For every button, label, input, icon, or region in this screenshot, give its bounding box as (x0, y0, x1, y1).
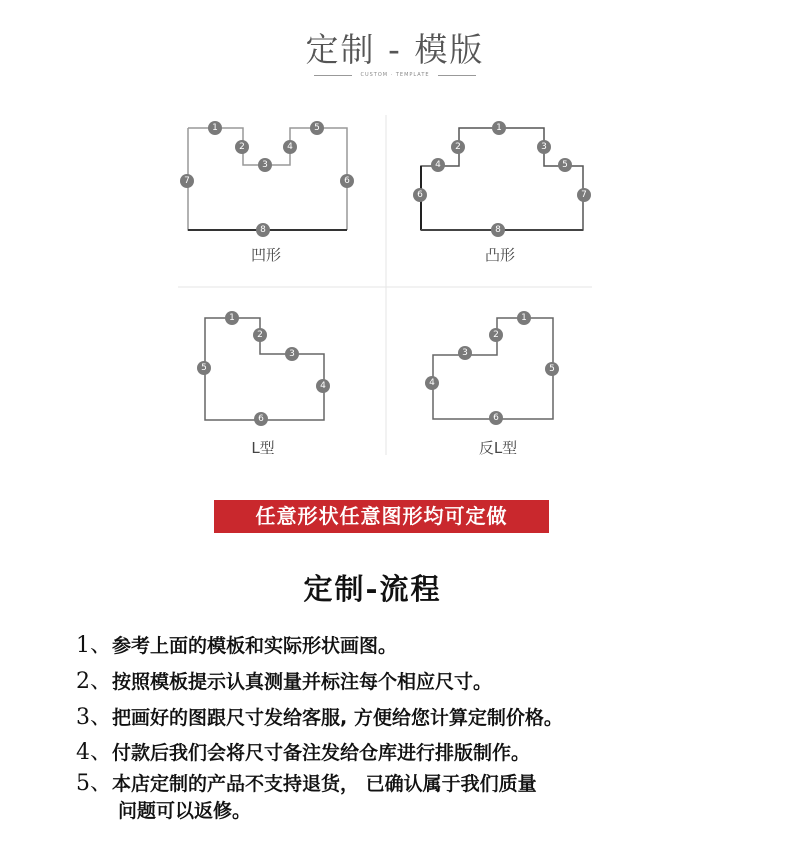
shape-reverse-l (425, 311, 559, 425)
edge-badge-1 (492, 121, 506, 135)
edge-badge-2 (451, 140, 465, 154)
svg-text:6: 6 (417, 190, 423, 200)
edge-badge-1 (225, 311, 239, 325)
edge-badge-8 (491, 223, 505, 237)
edge-badge-5 (558, 158, 572, 172)
svg-text:4: 4 (320, 381, 326, 391)
edge-badge-8 (256, 223, 270, 237)
process-step-5 (76, 766, 537, 797)
edge-badge-6 (340, 174, 354, 188)
svg-text:3: 3 (462, 348, 468, 358)
process-step-3 (76, 700, 563, 731)
edge-badge-4 (316, 379, 330, 393)
step-text: 把画好的图跟尺寸发给客服, 方便给您计算定制价格。 (112, 707, 563, 729)
svg-text:1: 1 (521, 313, 527, 323)
svg-text:2: 2 (239, 142, 245, 152)
svg-text:5: 5 (201, 363, 207, 373)
shape-l (197, 311, 330, 426)
edge-badge-3 (458, 346, 472, 360)
edge-badge-3 (537, 140, 551, 154)
svg-text:2: 2 (455, 142, 461, 152)
step-number: 5、 (76, 771, 112, 796)
step-text: 问题可以返修。 (118, 800, 252, 822)
edge-badge-6 (489, 411, 503, 425)
edge-badge-5 (310, 121, 324, 135)
edge-badge-4 (283, 140, 297, 154)
process-step-1 (76, 628, 397, 659)
edge-badge-7 (180, 174, 194, 188)
step-number: 2、 (76, 669, 112, 694)
step-text: 付款后我们会将尺寸备注发给仓库进行排版制作。 (112, 742, 531, 764)
step-text: 参考上面的模板和实际形状画图。 (112, 635, 398, 657)
svg-text:3: 3 (262, 160, 268, 170)
shape-label-reverse-l: 反L型 (478, 439, 518, 457)
svg-text:2: 2 (493, 330, 499, 340)
svg-text:5: 5 (549, 364, 555, 374)
edge-badge-6 (254, 412, 268, 426)
svg-text:1: 1 (212, 123, 218, 133)
edge-badge-1 (208, 121, 222, 135)
edge-badge-6 (413, 188, 427, 202)
edge-badge-5 (545, 362, 559, 376)
page-title: 定制 - 模版 (305, 30, 485, 69)
edge-badge-2 (235, 140, 249, 154)
edge-badge-1 (517, 311, 531, 325)
svg-text:4: 4 (435, 160, 441, 170)
svg-text:8: 8 (260, 225, 266, 235)
process-step-5-continued (118, 796, 251, 823)
svg-text:3: 3 (289, 349, 295, 359)
process-step-2 (76, 664, 492, 695)
svg-text:8: 8 (495, 225, 501, 235)
page-subtitle: CUSTOM · TEMPLATE (360, 72, 430, 78)
shape-label-convex: 凸形 (484, 246, 515, 264)
svg-text:6: 6 (258, 414, 264, 424)
svg-text:4: 4 (287, 142, 293, 152)
step-number: 3、 (76, 705, 112, 730)
svg-text:7: 7 (184, 176, 190, 186)
step-text: 本店定制的产品不支持退货， 已确认属于我们质量 (112, 773, 537, 795)
svg-text:3: 3 (541, 142, 547, 152)
svg-text:5: 5 (562, 160, 568, 170)
edge-badge-5 (197, 361, 211, 375)
svg-text:5: 5 (314, 123, 320, 133)
svg-text:1: 1 (229, 313, 235, 323)
svg-text:7: 7 (581, 190, 587, 200)
edge-badge-3 (258, 158, 272, 172)
svg-text:4: 4 (429, 378, 435, 388)
edge-badge-4 (431, 158, 445, 172)
svg-text:1: 1 (496, 123, 502, 133)
edge-badge-2 (253, 328, 267, 342)
shape-label-l: L型 (251, 439, 275, 457)
custom-shape-banner: 任意形状任意图形均可定做 (214, 500, 549, 533)
step-number: 4、 (76, 740, 112, 765)
step-number: 1、 (76, 633, 112, 658)
process-step-4 (76, 735, 530, 766)
svg-text:6: 6 (344, 176, 350, 186)
step-text: 按照模板提示认真测量并标注每个相应尺寸。 (112, 671, 493, 693)
process-title: 定制-流程 (303, 572, 442, 606)
svg-text:2: 2 (257, 330, 263, 340)
edge-badge-4 (425, 376, 439, 390)
shape-concave (180, 121, 354, 237)
edge-badge-3 (285, 347, 299, 361)
edge-badge-2 (489, 328, 503, 342)
shape-convex (413, 121, 591, 237)
svg-text:6: 6 (493, 413, 499, 423)
shape-label-concave: 凹形 (250, 246, 281, 264)
edge-badge-7 (577, 188, 591, 202)
